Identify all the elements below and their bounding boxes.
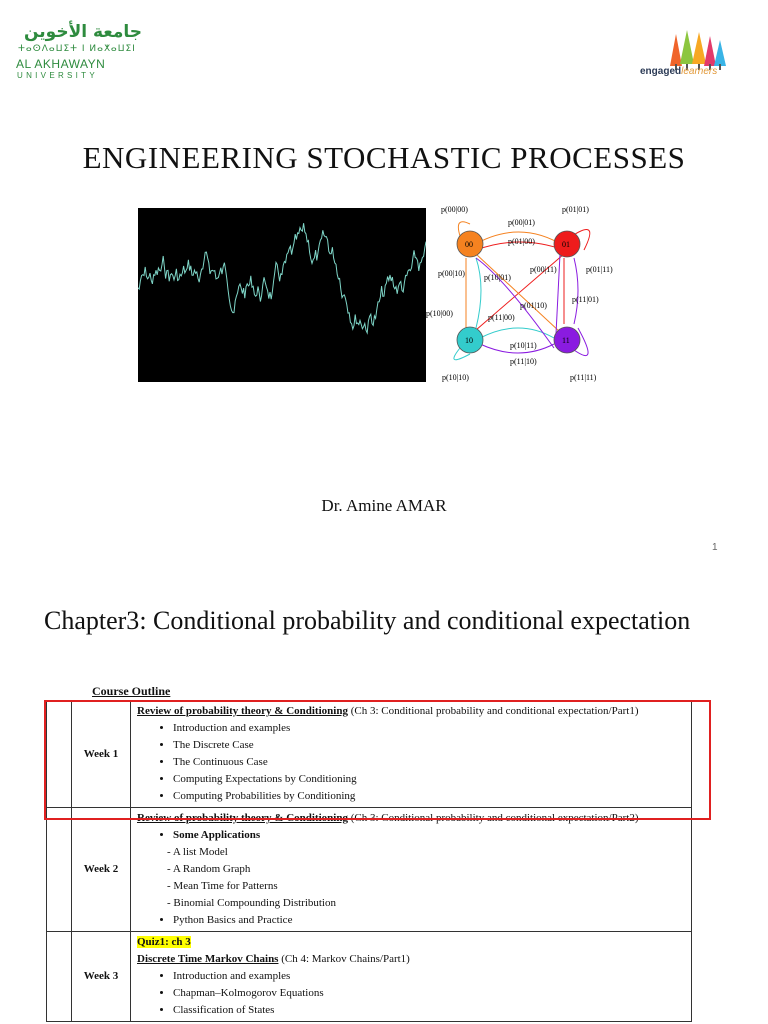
slide-title: ENGINEERING STOCHASTIC PROCESSES — [82, 140, 686, 175]
edge-label: p(10|01) — [484, 273, 511, 282]
sub-topic-list — [137, 844, 685, 912]
list-item: • Some Applications — [173, 827, 685, 844]
topic-list — [137, 827, 685, 844]
edge-label: p(01|10) — [520, 301, 547, 310]
list-item: • Introduction and examples — [173, 968, 685, 985]
stochastic-waveform-image — [138, 208, 426, 382]
logo-word-learners: learners — [681, 66, 718, 77]
list-item: • Python Basics and Practice — [173, 912, 685, 929]
edge-label: p(11|01) — [572, 295, 599, 304]
week-heading: Review of probability theory & Conditioning (Ch 3: Conditional probability and conditional expectation/Part1) — [137, 705, 639, 717]
university-logo-sub: UNIVERSITY — [17, 71, 99, 80]
list-item: • Introduction and examples — [173, 720, 685, 737]
highlight-box — [44, 700, 711, 820]
engaged-learners-logo-text — [640, 66, 717, 77]
week-heading: Discrete Time Markov Chains (Ch 4: Markov Chains/Part1) — [137, 953, 410, 965]
edge-label: p(00|00) — [441, 205, 468, 214]
university-logo-tifinagh: ⵜⴰⵙⴷⴰⵡⵉⵜ ⵏ ⵍⴰⵅⴰⵡⵉⵏ — [18, 44, 136, 54]
page-number: 1 — [712, 542, 718, 553]
author-name: Dr. Amine AMAR — [321, 496, 447, 515]
course-outline-title: Course Outline — [92, 684, 171, 698]
edge-label: p(11|11) — [570, 373, 597, 382]
chapter-heading — [44, 604, 712, 638]
state-10-label: 10 — [465, 336, 473, 345]
university-logo-arabic: جامعة الأخوين — [24, 22, 143, 42]
edge-label: p(10|00) — [426, 309, 453, 318]
week-label: Week 2 — [72, 808, 131, 932]
list-item: - Binomial Compounding Distribution — [167, 895, 685, 912]
logo-word-engaged: engaged — [640, 66, 682, 77]
list-item: • Chapman–Kolmogorov Equations — [173, 985, 685, 1002]
list-item: - A Random Graph — [167, 861, 685, 878]
edge-label: p(01|00) — [508, 237, 535, 246]
edge-label: p(00|10) — [438, 269, 465, 278]
list-item: • The Discrete Case — [173, 737, 685, 754]
topic-list — [137, 968, 685, 1019]
edge-label: p(01|11) — [586, 265, 613, 274]
list-item: • Classification of States — [173, 1002, 685, 1019]
table-row — [47, 808, 692, 932]
week-heading: Review of probability theory & Conditioning (Ch 3: Conditional probability and conditional expectation/Part2) — [137, 812, 639, 824]
state-01-label: 01 — [562, 240, 570, 249]
university-logo-name: AL AKHAWAYN — [16, 57, 106, 71]
list-item: • Computing Probabilities by Conditioning — [173, 788, 685, 805]
week-label: Week 3 — [72, 932, 131, 1022]
edge-label: p(10|10) — [442, 373, 469, 382]
list-item: - Mean Time for Patterns — [167, 878, 685, 895]
quiz-badge: Quiz1: ch 3 — [137, 936, 191, 948]
chapter-title: : Conditional probability and conditional expectation — [139, 606, 691, 635]
table-row — [47, 932, 692, 1022]
edge-label: p(10|11) — [510, 341, 537, 350]
state-00-label: 00 — [465, 240, 473, 249]
list-item: • The Continuous Case — [173, 754, 685, 771]
week-label: Week 1 — [72, 701, 131, 808]
edge-label: p(01|01) — [562, 205, 589, 214]
list-item: - A list Model — [167, 844, 685, 861]
chapter-label: Chapter3 — [44, 606, 140, 635]
markov-chain-diagram — [424, 198, 624, 388]
state-11-label: 11 — [562, 336, 570, 345]
topic-list — [137, 912, 685, 929]
edge-label: p(11|10) — [510, 357, 537, 366]
edge-label: p(00|01) — [508, 218, 535, 227]
list-item: • Computing Expectations by Conditioning — [173, 771, 685, 788]
edge-label: p(00|11) — [530, 265, 557, 274]
edge-label: p(11|00) — [488, 313, 515, 322]
waveform-line — [138, 223, 426, 333]
